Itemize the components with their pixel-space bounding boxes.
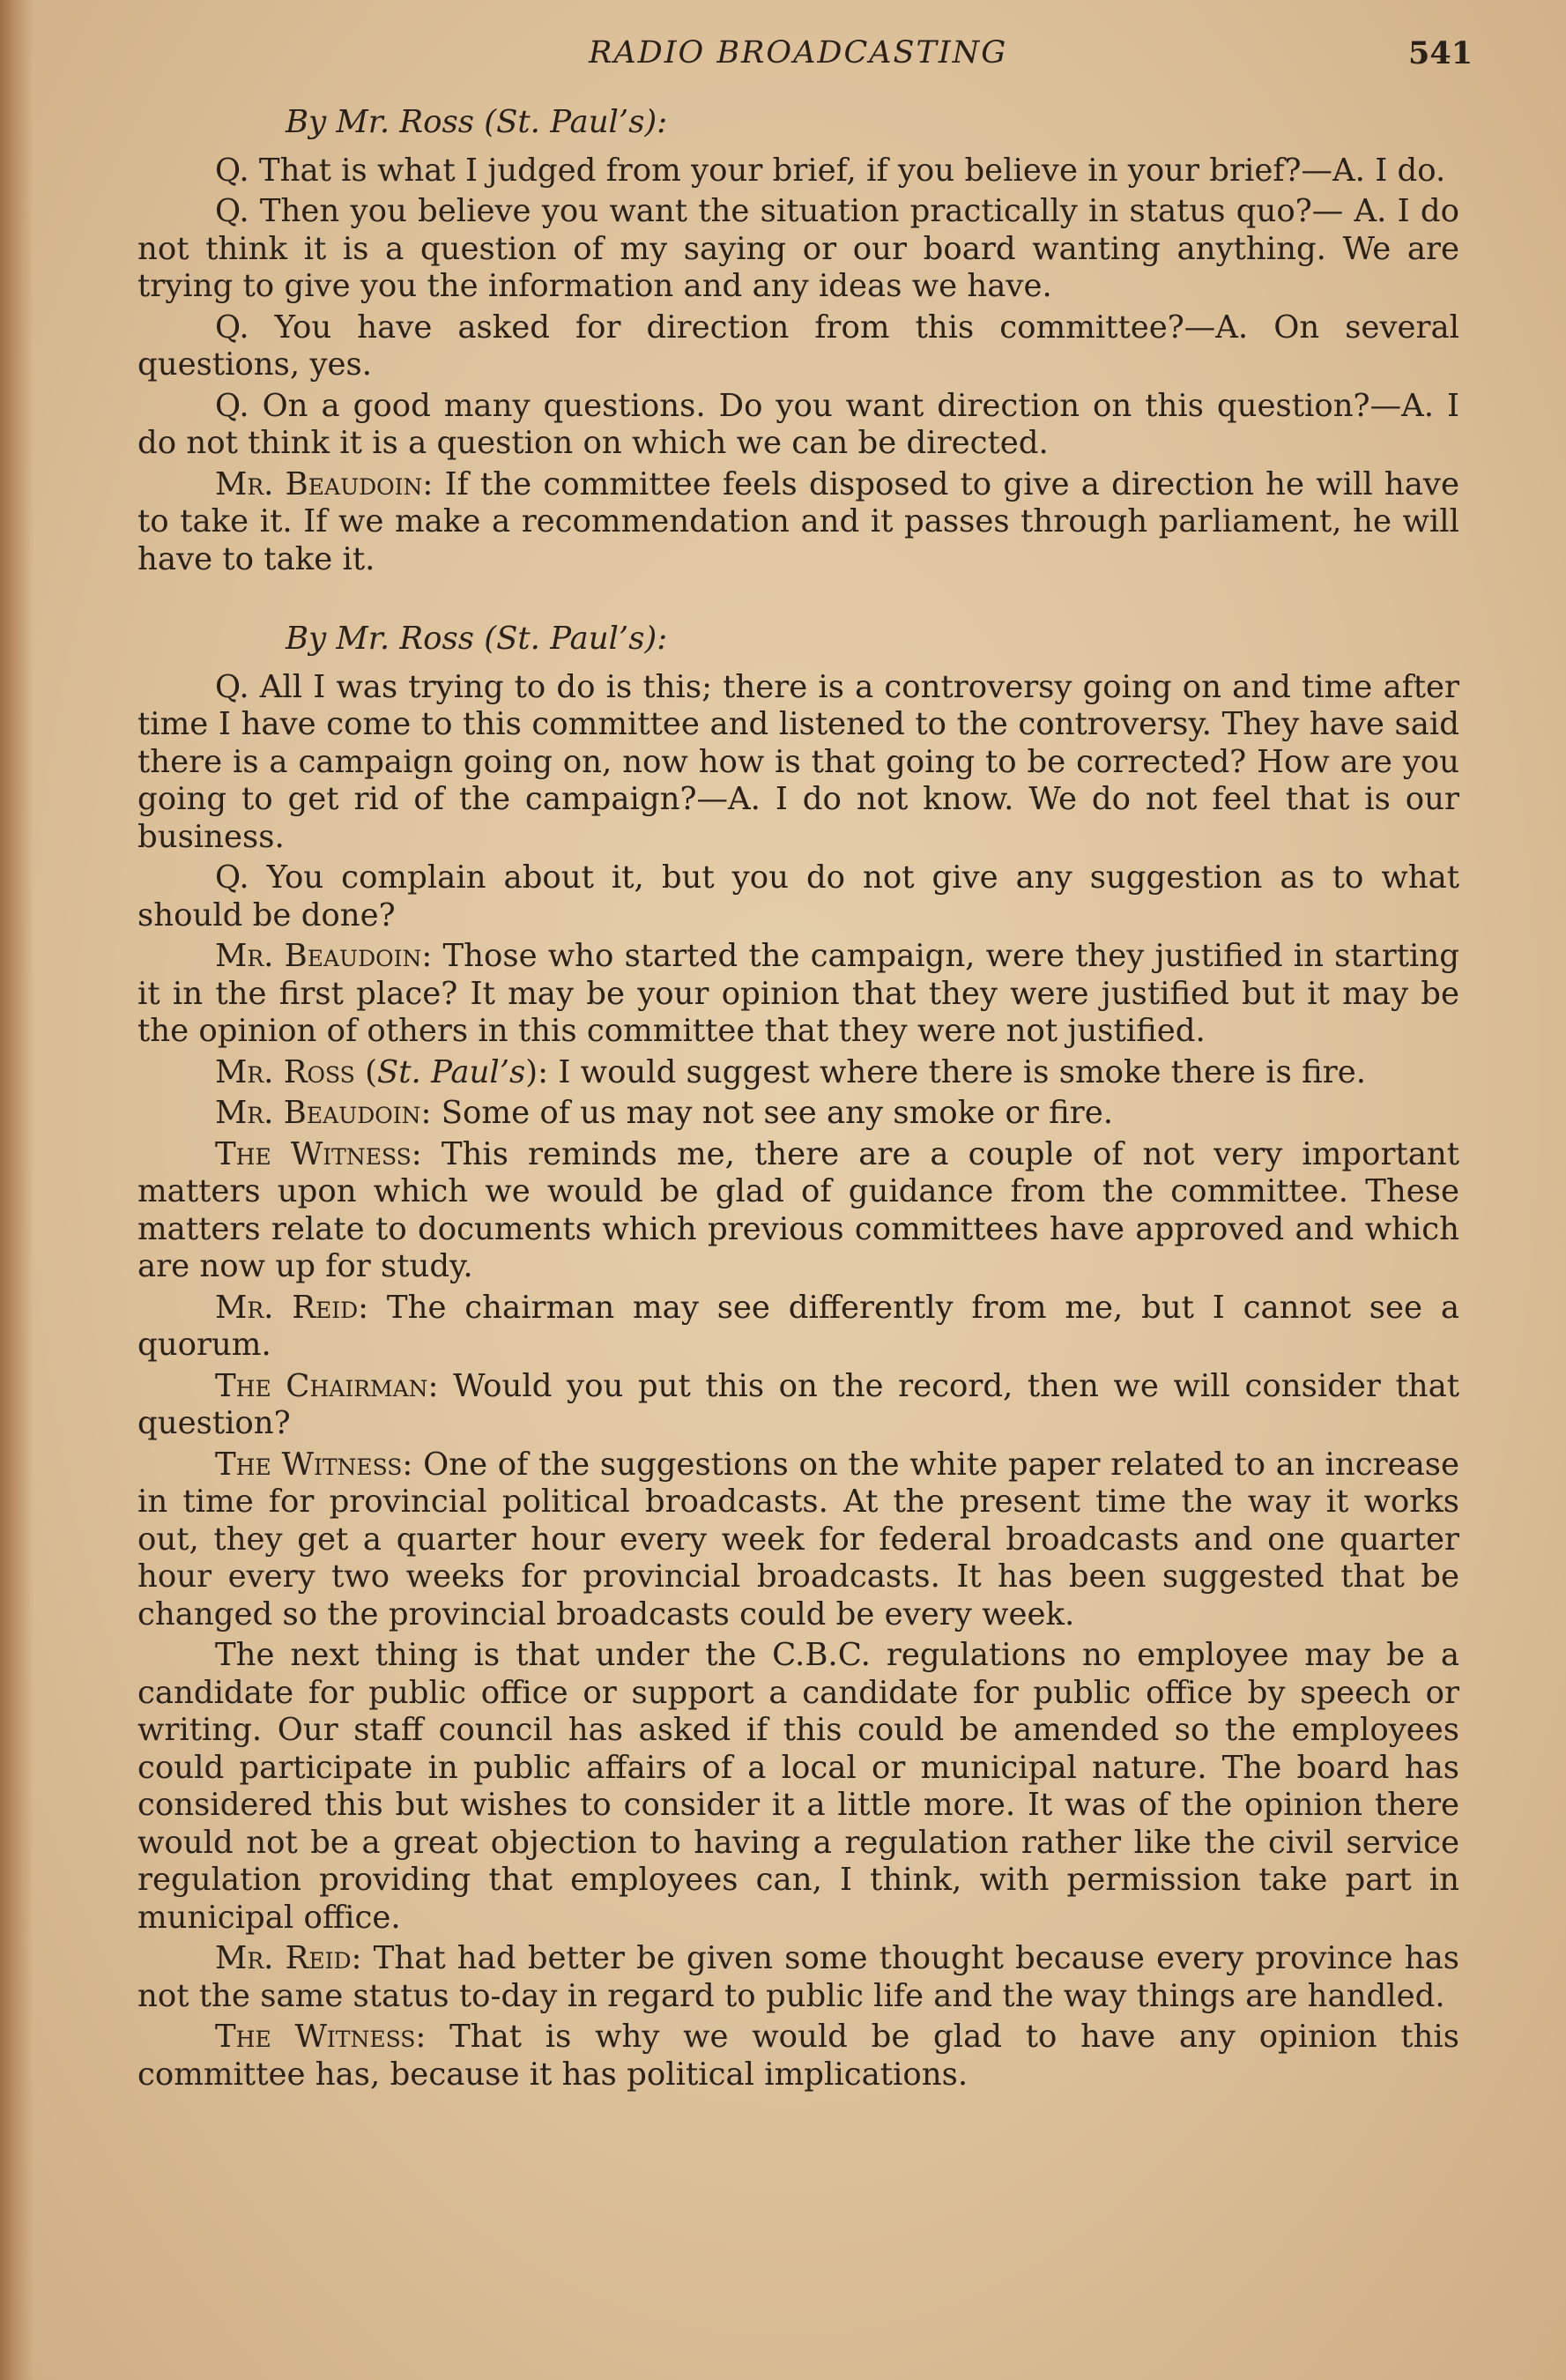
speech-text: That had better be given some thought because every province has not the same status to-day in regard to public life and the way things are handled.: [137, 1940, 1459, 2014]
speaker-name: Mr. Beaudoin:: [215, 938, 433, 974]
page-binding-edge: [0, 0, 33, 2380]
speaker-name: Mr. Beaudoin:: [215, 1095, 432, 1131]
page-number: 541: [1408, 35, 1473, 71]
speech-text: If the committee feels disposed to give a direction he will have to take it. If we make a recommendation and it passes through parliament, he will have to take it.: [137, 465, 1459, 577]
paragraph: [137, 1290, 1459, 1365]
paragraph: Mr. Ross (St. Paul’s): I would suggest where there is smoke there is fire.: [215, 1053, 1367, 1090]
speech-text: One of the suggestions on the white paper related to an increase in time for provincial political broadcasts. At the present time the way it works out, they get a quarter hour every week for federal broadcasts and one quarter hour every two weeks for provincial broadcasts. It has been suggested that be changed so the provincial broadcasts could be every week.: [137, 1446, 1459, 1633]
paragraph: Q. You complain about it, but you do not give any suggestion as to what should be done?: [137, 859, 1459, 933]
speech-text: The chairman may see differently from me, but I cannot see a quorum.: [137, 1289, 1459, 1363]
paragraph: Q. That is what I judged from your brief, if you believe in your brief?—A. I do.: [215, 152, 1446, 189]
speech-text: Those who started the campaign, were they justified in starting it in the first place? It may be your opinion that they were justified but it may be the opinion of others in this committee that they were not justified.: [137, 938, 1459, 1049]
page-header: [0, 35, 1566, 79]
paragraph: [137, 1095, 1459, 1133]
speaker-name: The Chairman:: [215, 1367, 439, 1404]
speaker-name: The Witness:: [215, 1446, 413, 1483]
paragraph: [137, 466, 1459, 579]
page-body: [137, 104, 1459, 2097]
paragraph: [137, 2019, 1459, 2094]
speaker-name: The Witness:: [215, 2019, 427, 2055]
speech-text: Some of us may not see any smoke or fire.: [431, 1095, 1114, 1131]
speaker-name: The Witness:: [215, 1135, 422, 1172]
paragraph: [137, 938, 1459, 1051]
speech-text: Would you put this on the record, then we will consider that question?: [137, 1367, 1460, 1441]
speaker-name: Mr. Ross: [215, 1053, 355, 1090]
paragraph: Q. On a good many questions. Do you want direction on this question?—A. I do not think it is a question on which we can be directed.: [137, 387, 1459, 461]
paragraph: Q. All I was trying to do is this; there is a controversy going on and time after time I have come to this committee and listened to the controversy. They have said there is a campaign going on, now how is that going to be corrected? How are you going to get rid of the campaign?—A. I do not know. We do not feel that is our business.: [137, 668, 1459, 855]
speech-text: That is why we would be glad to have any opinion this committee has, because it has political implications.: [137, 2019, 1460, 2093]
byline: By Mr. Ross (St. Paul’s):: [286, 621, 668, 657]
speech-text: : I would suggest where there is smoke there is fire.: [538, 1053, 1367, 1090]
byline: By Mr. Ross (St. Paul’s):: [286, 104, 668, 140]
paragraph: The next thing is that under the C.B.C. regulations no employee may be a candidate for public office or support a candidate for public office by speech or writing. Our staff council has asked if this could be amended so the employees could participate in public affairs of a local or municipal nature. The board has considered this but wishes to consider it a little more. It was of the opinion there would not be a great objection to having a regulation rather like the civil service regulation providing that employees can, I think, with permission take part in municipal office.: [137, 1637, 1459, 1936]
paragraph: Q. You have asked for direction from this committee?—A. On several questions, yes.: [137, 309, 1459, 383]
speech-text: This reminds me, there are a couple of not very important matters upon which we would be glad of guidance from the committee. These matters relate to documents which previous committees have approved and which are now up for study.: [137, 1135, 1459, 1284]
paragraph: [137, 1136, 1459, 1286]
speaker-name: Mr. Reid:: [215, 1940, 362, 1976]
paragraph: [137, 1940, 1459, 2015]
speaker-riding: St. Paul’s: [376, 1053, 526, 1090]
running-title: RADIO BROADCASTING: [589, 35, 1008, 71]
paragraph: [137, 1447, 1459, 1634]
paragraph: [137, 1368, 1459, 1443]
speaker-name: Mr. Beaudoin:: [215, 465, 434, 502]
speaker-name: Mr. Reid:: [215, 1289, 369, 1326]
paragraph: Q. Then you believe you want the situation practically in status quo?— A. I do not think it is a question of my saying or our board wanting anything. We are trying to give you the information and any ideas we have.: [137, 193, 1459, 304]
